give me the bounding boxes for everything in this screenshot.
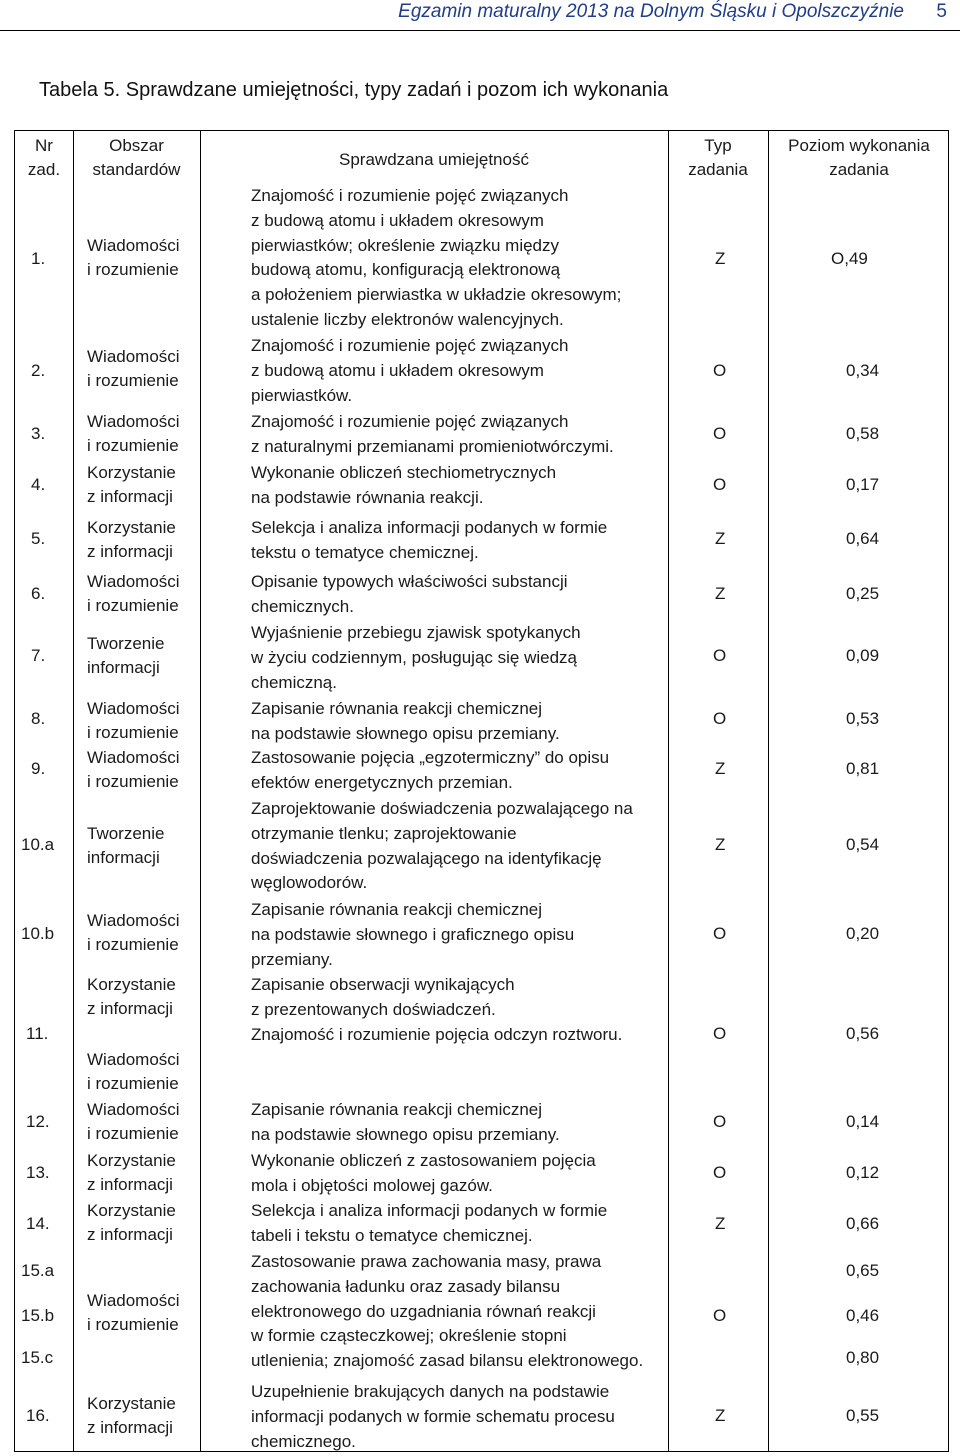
skill-description	[251, 1098, 560, 1148]
task-number: 15.c	[21, 1348, 54, 1367]
area-line: Wiadomości	[87, 347, 180, 366]
standard-area	[87, 822, 164, 870]
skill-line: Wykonanie obliczeń z zastosowaniem pojęcia	[251, 1151, 596, 1170]
performance-level: 0,25	[846, 584, 880, 603]
standard-area	[87, 345, 180, 393]
skill-description	[251, 410, 614, 460]
area-line: Korzystanie	[87, 463, 176, 482]
skill-line: na podstawie słownego i graficznego opisu	[251, 924, 575, 944]
task-number: 16.	[26, 1406, 50, 1425]
task-type: O	[713, 1163, 727, 1182]
task-number: 8.	[31, 709, 46, 728]
header-obszar	[73, 134, 200, 182]
performance-level: 0,80	[846, 1348, 880, 1367]
skill-line: węglowodorów.	[251, 873, 368, 893]
skill-line: Selekcja i analiza informacji podanych w formie	[251, 1201, 608, 1220]
area-line: Tworzenie	[87, 824, 165, 843]
performance-level: 0,34	[846, 361, 880, 380]
column-divider	[200, 131, 201, 1451]
skill-description	[251, 1149, 596, 1199]
skill-description	[251, 973, 622, 1047]
skill-line: Zaprojektowanie doświadczenia pozwalającego na	[251, 799, 633, 818]
skill-line: budową atomu, konfiguracją elektronową	[251, 260, 561, 280]
area-line: Wiadomości	[87, 236, 180, 255]
skill-line: Opisanie typowych właściwości substancji	[251, 572, 568, 591]
performance-level: 0,58	[846, 424, 880, 443]
skill-line: mola i objętości molowej gazów.	[251, 1175, 493, 1195]
skill-line: utlenienia; znajomość zasad bilansu elektronowego.	[251, 1351, 644, 1371]
area-line: i rozumienie	[87, 371, 179, 390]
area-line: z informacji	[87, 1418, 173, 1437]
skill-line: z budową atomu i układem okresowym	[251, 360, 544, 380]
task-number: 12.	[26, 1112, 50, 1131]
page-header	[0, 0, 960, 31]
task-type: O	[713, 709, 727, 728]
task-type: Z	[715, 529, 726, 548]
area-line: Wiadomości	[87, 748, 180, 767]
standard-area	[87, 1199, 176, 1247]
skill-line: doświadczenia pozwalającego na identyfikację	[251, 848, 602, 868]
skill-line: informacji podanych w formie schematu procesu	[251, 1406, 615, 1426]
area-line: i rozumienie	[87, 1315, 179, 1334]
area-line: i rozumienie	[87, 1124, 179, 1143]
skill-line: na podstawie równania reakcji.	[251, 487, 484, 507]
area-line: Wiadomości	[87, 412, 180, 431]
performance-level: 0,65	[846, 1261, 880, 1280]
task-type: O	[713, 646, 727, 665]
skill-description	[251, 621, 581, 695]
standard-area	[87, 570, 180, 618]
performance-level: 0,53	[846, 709, 880, 728]
skill-line: otrzymanie tlenku; zaprojektowanie	[251, 823, 517, 843]
header-title: Egzamin maturalny 2013 na Dolnym Śląsku i Opolszczyźnie	[398, 1, 904, 22]
skill-description	[251, 1199, 607, 1249]
skill-line: Wykonanie obliczeń stechiometrycznych	[251, 463, 557, 482]
header-obszar-line: standardów	[92, 160, 181, 179]
skill-line: Znajomość i rozumienie pojęć związanych	[251, 186, 569, 205]
standard-area	[87, 410, 180, 458]
skill-line: na podstawie słownego opisu przemiany.	[251, 723, 560, 743]
task-type: O	[713, 475, 727, 494]
skill-line: Wyjaśnienie przebiegu zjawisk spotykanych	[251, 623, 581, 642]
standard-area	[87, 909, 180, 957]
area-line: Wiadomości	[87, 572, 180, 591]
area-line: Korzystanie	[87, 1151, 176, 1170]
skill-description	[251, 461, 556, 511]
skill-line: w życiu codziennym, posługując się wiedzą	[251, 647, 577, 667]
task-number: 15.b	[21, 1306, 55, 1325]
area-line: i rozumienie	[87, 772, 179, 791]
skill-description	[251, 1250, 643, 1374]
area-line: z informacji	[87, 999, 173, 1018]
area-line: Tworzenie	[87, 634, 165, 653]
task-type: Z	[715, 249, 726, 268]
skill-line: pierwiastków; określenie związku między	[251, 235, 560, 255]
skill-line: z budową atomu i układem okresowym	[251, 210, 544, 230]
standard-area	[87, 1289, 180, 1337]
task-number: 4.	[31, 475, 46, 494]
header-typ	[668, 134, 768, 182]
area-line: i rozumienie	[87, 935, 179, 954]
page-number: 5	[936, 1, 947, 22]
area-line: Wiadomości	[87, 911, 180, 930]
area-line: z informacji	[87, 1175, 173, 1194]
skill-line: chemiczną.	[251, 672, 337, 692]
standard-area	[87, 1098, 180, 1146]
standard-area	[87, 697, 180, 745]
skill-line: zachowania ładunku oraz zasady bilansu	[251, 1276, 561, 1296]
performance-level: 0,66	[846, 1214, 880, 1233]
skill-line: elektronowego do uzgadniania równań reakcji	[251, 1301, 596, 1321]
area-line: i rozumienie	[87, 596, 179, 615]
task-number: 1.	[31, 249, 46, 268]
task-number: 6.	[31, 584, 46, 603]
task-type: O	[713, 1024, 727, 1043]
area-line: Wiadomości	[87, 1100, 180, 1119]
performance-level: 0,54	[846, 835, 880, 854]
performance-level: 0,20	[846, 924, 880, 943]
header-nr	[15, 134, 73, 182]
skill-line: Znajomość i rozumienie pojęć związanych	[251, 336, 569, 355]
task-type: Z	[715, 1406, 726, 1425]
skill-line: przemiany.	[251, 949, 333, 969]
header-obszar-line: Obszar	[109, 136, 164, 155]
standard-area	[87, 234, 180, 282]
skill-description	[251, 746, 609, 796]
performance-level: 0,81	[846, 759, 880, 778]
skill-line: Znajomość i rozumienie pojęć związanych	[251, 412, 569, 431]
task-number: 9.	[31, 759, 46, 778]
area-line: i rozumienie	[87, 260, 179, 279]
task-number: 10.a	[21, 835, 55, 854]
standard-area	[87, 1149, 176, 1197]
task-number: 11.	[26, 1024, 49, 1043]
area-line: Korzystanie	[87, 1394, 176, 1413]
task-type: Z	[715, 759, 726, 778]
task-type: Z	[715, 1214, 726, 1233]
standard-area	[87, 1048, 180, 1096]
skill-line: z naturalnymi przemianami promieniotwórczymi.	[251, 436, 614, 456]
skill-line: Zastosowanie pojęcia „egzotermiczny” do opisu	[251, 748, 610, 767]
area-line: z informacji	[87, 1225, 173, 1244]
task-number: 13.	[26, 1163, 50, 1182]
area-line: i rozumienie	[87, 1074, 179, 1093]
column-divider	[73, 131, 74, 1451]
task-number: 3.	[31, 424, 46, 443]
skill-line: Selekcja i analiza informacji podanych w formie	[251, 518, 608, 537]
skill-line: Zapisanie obserwacji wynikających	[251, 975, 515, 994]
skill-line: chemicznego.	[251, 1431, 356, 1451]
standard-area	[87, 746, 180, 794]
skill-line: efektów energetycznych przemian.	[251, 772, 513, 792]
task-type: Z	[715, 835, 726, 854]
skills-table	[14, 130, 949, 1452]
skill-line: Zapisanie równania reakcji chemicznej	[251, 900, 543, 919]
area-line: informacji	[87, 848, 160, 867]
skill-line: pierwiastków.	[251, 385, 353, 405]
task-number: 10.b	[21, 924, 55, 943]
task-type: O	[713, 361, 727, 380]
area-line: Wiadomości	[87, 1050, 180, 1069]
skill-line: na podstawie słownego opisu przemiany.	[251, 1124, 560, 1144]
standard-area	[87, 973, 176, 1021]
standard-area	[87, 1392, 176, 1440]
skill-line: chemicznych.	[251, 596, 354, 616]
performance-level: 0,09	[846, 646, 880, 665]
skill-description	[251, 697, 560, 747]
performance-level: 0,64	[846, 529, 880, 548]
area-line: Korzystanie	[87, 1201, 176, 1220]
skill-description	[251, 334, 568, 408]
column-divider	[768, 131, 769, 1451]
task-type: Z	[715, 584, 726, 603]
task-number: 2.	[31, 361, 46, 380]
header-poziom	[768, 134, 950, 182]
area-line: informacji	[87, 658, 160, 677]
task-type: O	[713, 1306, 727, 1325]
standard-area	[87, 461, 176, 509]
skill-line: w formie cząsteczkowej; określenie stopni	[251, 1326, 567, 1346]
performance-level: 0,56	[846, 1024, 880, 1043]
performance-level: O,49	[831, 249, 868, 268]
task-number: 15.a	[21, 1261, 55, 1280]
table-caption: Tabela 5. Sprawdzane umiejętności, typy zadań i pozom ich wykonania	[39, 79, 669, 101]
task-number: 14.	[26, 1214, 50, 1233]
skill-line: Uzupełnienie brakujących danych na podstawie	[251, 1382, 610, 1401]
task-type: O	[713, 1112, 727, 1131]
skill-description	[251, 516, 607, 566]
performance-level: 0,46	[846, 1306, 880, 1325]
header-typ-line: Typ	[704, 136, 732, 155]
skill-description	[251, 898, 574, 972]
skill-description	[251, 570, 568, 620]
skill-line: ustalenie liczby elektronów walencyjnych.	[251, 309, 564, 329]
header-nr-line: zad.	[27, 160, 61, 179]
skill-line: Zapisanie równania reakcji chemicznej	[251, 1100, 543, 1119]
skill-line: z prezentowanych doświadczeń.	[251, 999, 496, 1019]
task-number: 7.	[31, 646, 46, 665]
task-type: O	[713, 424, 727, 443]
performance-level: 0,55	[846, 1406, 880, 1425]
performance-level: 0,12	[846, 1163, 880, 1182]
column-divider	[668, 131, 669, 1451]
area-line: Wiadomości	[87, 699, 180, 718]
skill-line: a położeniem pierwiastka w układzie okresowym;	[251, 285, 622, 305]
standard-area	[87, 516, 176, 564]
header-typ-line: zadania	[688, 160, 748, 179]
header-umiejetnosc: Sprawdzana umiejętność	[339, 150, 529, 169]
skill-description	[251, 1380, 615, 1454]
header-poziom-line: zadania	[829, 160, 889, 179]
skill-line: Znajomość i rozumienie pojęcia odczyn roztworu.	[251, 1024, 623, 1044]
skill-description	[251, 797, 633, 896]
header-poziom-line: Poziom wykonania	[788, 136, 930, 155]
area-line: i rozumienie	[87, 723, 179, 742]
standard-area	[87, 632, 164, 680]
performance-level: 0,14	[846, 1112, 880, 1131]
header-nr-line: Nr	[35, 136, 53, 155]
area-line: Wiadomości	[87, 1291, 180, 1310]
skill-line: tabeli i tekstu o tematyce chemicznej.	[251, 1225, 533, 1245]
skill-line: Zastosowanie prawa zachowania masy, prawa	[251, 1252, 602, 1271]
task-type: O	[713, 924, 727, 943]
area-line: Korzystanie	[87, 518, 176, 537]
area-line: z informacji	[87, 487, 173, 506]
area-line: i rozumienie	[87, 436, 179, 455]
performance-level: 0,17	[846, 475, 880, 494]
task-number: 5.	[31, 529, 46, 548]
area-line: z informacji	[87, 542, 173, 561]
skill-description	[251, 184, 621, 333]
area-line: Korzystanie	[87, 975, 176, 994]
skill-line: tekstu o tematyce chemicznej.	[251, 542, 479, 562]
skill-line: Zapisanie równania reakcji chemicznej	[251, 699, 543, 718]
